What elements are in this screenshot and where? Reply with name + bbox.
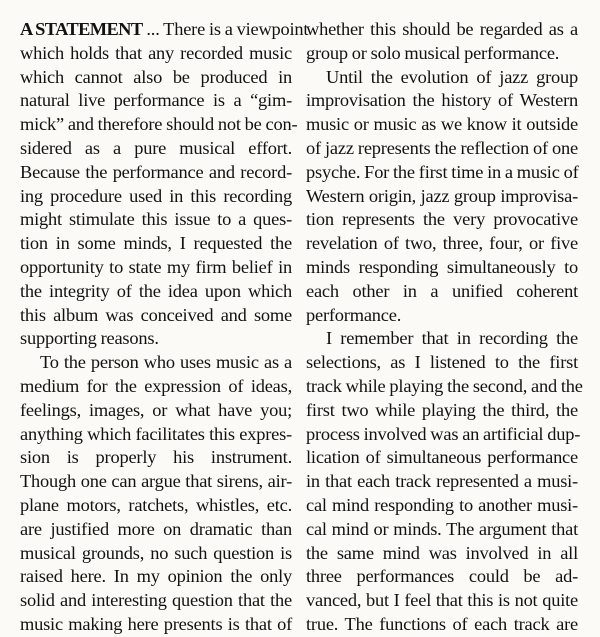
statement-heading: A STATEMENT [20, 19, 143, 39]
text-line: which holds that any recorded music [20, 42, 292, 63]
text-line: the same mind was involved in all [306, 542, 578, 563]
text-line: vanced, but I feel that this is not quite [306, 590, 578, 611]
left-column [20, 18, 309, 637]
paragraph-group-or-solo [306, 18, 578, 66]
text-line: cal mind responding to another musi- [306, 494, 578, 515]
text-line: solid and interesting question that the [20, 590, 292, 611]
text-line: raised here. In my opinion the only [20, 566, 292, 587]
paragraph-jazz-improvisation [306, 66, 578, 328]
text-line: music or music as we know it outside [306, 114, 578, 135]
text-line: I remember that in recording the [326, 328, 578, 349]
text-line: Until the evolution of jazz group [326, 66, 578, 87]
text-line: process involved was an artificial dup- [306, 423, 581, 444]
text-line: whether this should be regarded as a [306, 19, 578, 39]
text-line: group or solo musical performance. [306, 42, 560, 63]
text-line: cal mind or minds. The argument that [306, 518, 578, 539]
text-line: music making here presents is that of [20, 613, 292, 634]
text-line: sion is properly his instrument. [20, 447, 292, 468]
text-line: Western origin, jazz group improvisa- [306, 185, 578, 206]
text-line: each other in a unified coherent [306, 280, 578, 301]
text-line [20, 18, 309, 42]
text-line: of jazz represents the reflection of one [306, 137, 578, 158]
text-line: performance. [306, 304, 402, 325]
text-line: selections, as I listened to the first [306, 352, 578, 373]
text-line: track while playing the second, and the [306, 375, 583, 396]
paragraph-recording-process [306, 327, 583, 636]
text-line: revelation of two, three, four, or five [306, 233, 578, 254]
text-line: three performances could be ad- [306, 566, 578, 587]
text-line: minds responding simultaneously to [306, 256, 578, 277]
paragraph-viewpoint [20, 18, 309, 351]
text-line: tion in some minds, I requested the [20, 233, 292, 254]
text-line: which cannot also be produced in [20, 66, 292, 87]
right-column [306, 18, 583, 637]
text-line: tion represents the very provocative [306, 209, 578, 230]
text-line: first two while playing the third, the [306, 399, 578, 420]
text-line: true. The functions of each track are [306, 613, 578, 634]
text-line: To the person who uses music as a [40, 352, 292, 373]
text-line: mick” and therefore should not be con- [20, 114, 298, 135]
text-line: Because the performance and record- [20, 161, 292, 182]
text-line: feelings, images, or what have you; [20, 399, 292, 420]
text-line: might stimulate this issue to a ques- [20, 209, 292, 230]
text-line: plane motors, ratchets, whistles, etc. [20, 494, 292, 515]
text-line: lication of simultaneous performance [306, 447, 578, 468]
text-line: the integrity of the idea upon which [20, 280, 292, 301]
text-line: anything which facilitates this expres- [20, 423, 292, 444]
text-line: sidered as a pure musical effort. [20, 137, 292, 158]
text-line: medium for the expression of ideas, [20, 375, 292, 396]
text-line: psyche. For the first time in a music of [306, 161, 579, 182]
text-line: improvisation the history of Western [306, 90, 578, 111]
text-line-rest: ... There is a viewpoint [142, 19, 309, 39]
text-line: natural live performance is a “gim- [20, 90, 292, 111]
text-line: this album was conceived and some [20, 304, 292, 325]
paragraph-instrument [20, 351, 292, 637]
text-line: ing procedure used in this recording [20, 185, 292, 206]
text-line: supporting reasons. [20, 328, 159, 349]
text-line: Though one can argue that sirens, air- [20, 471, 292, 492]
text-line: opportunity to state my firm belief in [20, 256, 292, 277]
text-line: are justified more on dramatic than [20, 518, 292, 539]
text-line: in that each track represented a musi- [306, 471, 578, 492]
text-line: musical grounds, no such question is [20, 542, 292, 563]
